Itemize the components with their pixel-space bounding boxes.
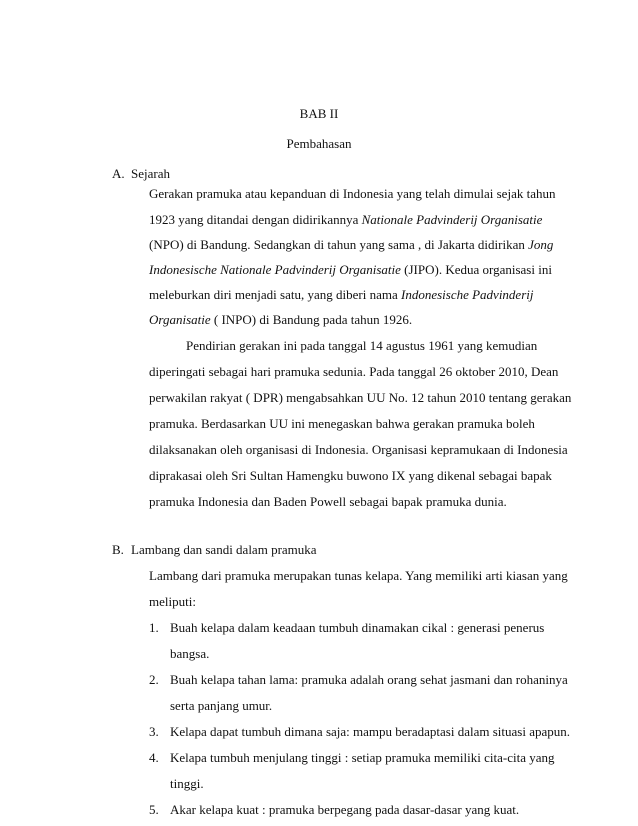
list-item-text: Buah kelapa dalam keadaan tumbuh dinamakan cikal : generasi penerus (170, 620, 545, 635)
section-b-title: Lambang dan sandi dalam pramuka (131, 542, 317, 557)
list-item-number: 5. (149, 802, 159, 817)
section-a-label: A. (112, 166, 125, 181)
section-a-p1-line1: Gerakan pramuka atau kepanduan di Indonesia yang telah dimulai sejak tahun (149, 186, 556, 201)
section-a-p2-line5: dilaksanakan oleh organisasi di Indonesia. Organisasi kepramukaan di Indonesia (149, 442, 568, 457)
section-a-p1-line4: Indonesische Nationale Padvinderij Organisatie (JIPO). Kedua organisasi ini (149, 262, 552, 277)
section-a-p1-line3: (NPO) di Bandung. Sedangkan di tahun yang sama , di Jakarta didirikan Jong (149, 237, 554, 252)
list-item-text: Akar kelapa kuat : pramuka berpegang pada dasar-dasar yang kuat. (170, 802, 520, 817)
section-a-p2-line7: pramuka Indonesia dan Baden Powell sebagai bapak pramuka dunia. (149, 494, 507, 509)
list-item-number: 1. (149, 620, 159, 635)
list-item-text: Kelapa dapat tumbuh dimana saja: mampu beradaptasi dalam situasi apapun. (170, 724, 570, 739)
list-item-text-cont: tinggi. (170, 776, 204, 791)
list-item-text: Kelapa tumbuh menjulang tinggi : setiap pramuka memiliki cita-cita yang (170, 750, 555, 765)
section-a-title: Sejarah (131, 166, 170, 181)
section-a-p2-line2: diperingati sebagai hari pramuka sedunia. Pada tanggal 26 oktober 2010, Dean (149, 364, 559, 379)
section-a-p2-line1: Pendirian gerakan ini pada tanggal 14 agustus 1961 yang kemudian (186, 338, 538, 353)
section-a-p1-line2: 1923 yang ditandai dengan didirikannya Nationale Padvinderij Organisatie (149, 212, 543, 227)
section-a-p2-line4: pramuka. Berdasarkan UU ini menegaskan bahwa gerakan pramuka boleh (149, 416, 535, 431)
section-b-intro-line2: meliputi: (149, 594, 196, 609)
section-a-p2-line3: perwakilan rakyat ( DPR) mengabsahkan UU No. 12 tahun 2010 tentang gerakan (149, 390, 572, 405)
chapter-title: BAB II (299, 106, 339, 121)
list-item-text-cont: bangsa. (170, 646, 210, 661)
section-a-p1-line5: meleburkan diri menjadi satu, yang diberi nama Indonesische Padvinderij (149, 287, 534, 302)
chapter-subtitle: Pembahasan (286, 136, 352, 151)
section-b-intro-line1: Lambang dari pramuka merupakan tunas kelapa. Yang memiliki arti kiasan yang (149, 568, 568, 583)
section-b-label: B. (112, 542, 124, 557)
list-item-text-cont: serta panjang umur. (170, 698, 273, 713)
section-a-p2-line6: diprakasai oleh Sri Sultan Hamengku buwono IX yang dikenal sebagai bapak (149, 468, 552, 483)
list-item-number: 2. (149, 672, 159, 687)
list-item-number: 4. (149, 750, 159, 765)
list-item-text: Buah kelapa tahan lama: pramuka adalah orang sehat jasmani dan rohaninya (170, 672, 568, 687)
section-a-p1-line6: Organisatie ( INPO) di Bandung pada tahun 1926. (149, 312, 413, 327)
list-item-number: 3. (149, 724, 159, 739)
